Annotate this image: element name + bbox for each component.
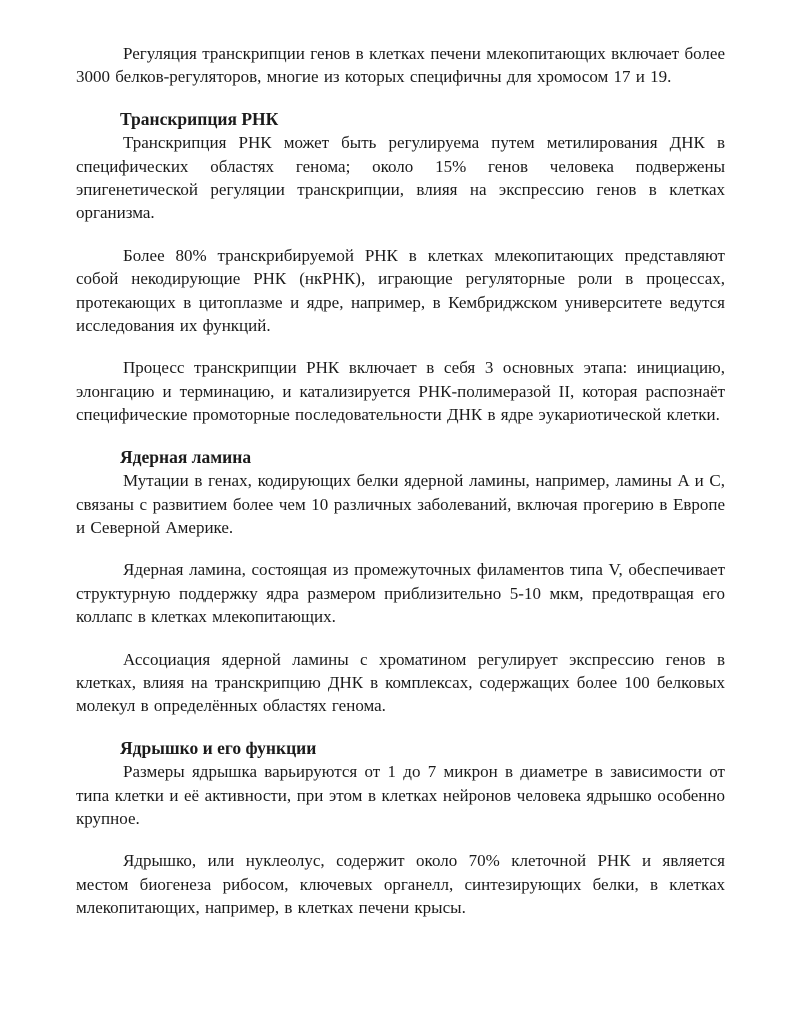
paragraph: Ядерная ламина, состоящая из промежуточных филаментов типа V, обеспечивает структурную поддержку ядра размером приблизительно 5-10 мкм, предотвращая его коллапс в клетках млекопитающих. <box>76 560 725 627</box>
section-heading: Ядрышко и его функции <box>120 737 317 758</box>
paragraph: Процесс транскрипции РНК включает в себя 3 основных этапа: инициацию, элонгацию и терминацию, и катализируется РНК-полимеразой II, которая распознаёт специфические промоторные последовательности ДНК в ядре эукариотической клетки. <box>76 358 725 425</box>
section-heading: Ядерная ламина <box>120 446 252 467</box>
section-heading: Транскрипция РНК <box>120 108 279 129</box>
paragraph: Регуляция транскрипции генов в клетках печени млекопитающих включает более 3000 белков-регуляторов, многие из которых специфичны для хромосом 17 и 19. <box>76 44 725 87</box>
document-content <box>76 42 725 920</box>
paragraph: Мутации в генах, кодирующих белки ядерной ламины, например, ламины A и C, связаны с развитием более чем 10 различных заболеваний, включая прогерию в Европе и Северной Америке. <box>76 471 725 537</box>
paragraph: Размеры ядрышка варьируются от 1 до 7 микрон в диаметре в зависимости от типа клетки и её активности, при этом в клетках нейронов человека ядрышко особенно крупное. <box>76 762 725 828</box>
paragraph: Ассоциация ядерной ламины с хроматином регулирует экспрессию генов в клетках, влияя на транскрипцию ДНК в комплексах, содержащих более 100 белковых молекул в определённых областях генома. <box>76 649 725 716</box>
paragraph: Более 80% транскрибируемой РНК в клетках млекопитающих представляют собой некодирующие РНК (нкРНК), играющие регуляторные роли в процессах, протекающих в цитоплазме и ядре, например, в Кембриджском университете ведутся исследования их функций. <box>76 245 725 336</box>
paragraph: Ядрышко, или нуклеолус, содержит около 70% клеточной РНК и является местом биогенеза рибосом, ключевых органелл, синтезирующих белки, в клетках млекопитающих, например, в клетках печени крысы. <box>76 851 725 918</box>
paragraph: Транскрипция РНК может быть регулируема путем метилирования ДНК в специфических областях генома; около 15% генов человека подвержены эпигенетической регуляции транскрипции, влияя на экспрессию генов в клетках организма. <box>76 133 725 223</box>
